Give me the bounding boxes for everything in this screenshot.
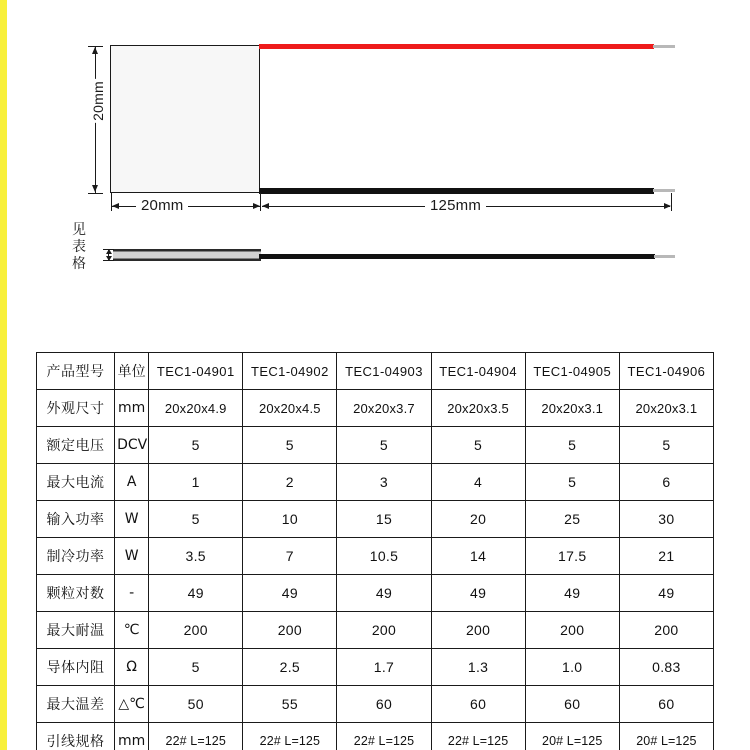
table-cell: 1.0 bbox=[525, 649, 619, 686]
row-unit: ℃ bbox=[115, 612, 149, 649]
row-unit: - bbox=[115, 575, 149, 612]
row-unit: DCV bbox=[115, 427, 149, 464]
table-cell: TEC1-04902 bbox=[243, 353, 337, 390]
table-cell: 21 bbox=[619, 538, 713, 575]
table-cell: 60 bbox=[619, 686, 713, 723]
table-cell: 200 bbox=[149, 612, 243, 649]
table-cell: 200 bbox=[337, 612, 431, 649]
thickness-arrow-down-icon bbox=[106, 256, 112, 261]
table-cell: 1.7 bbox=[337, 649, 431, 686]
table-row bbox=[37, 723, 714, 750]
table-cell: 3.5 bbox=[149, 538, 243, 575]
table-cell: 5 bbox=[431, 427, 525, 464]
table-row bbox=[37, 427, 714, 464]
row-unit: 单位 bbox=[115, 353, 149, 390]
row-label: 导体内阻 bbox=[37, 649, 115, 686]
table-cell: 50 bbox=[149, 686, 243, 723]
table-cell: 30 bbox=[619, 501, 713, 538]
thickness-note-label: 见表格 bbox=[72, 222, 86, 272]
table-cell: 7 bbox=[243, 538, 337, 575]
table-cell: 20x20x3.1 bbox=[525, 390, 619, 427]
table-cell: 4 bbox=[431, 464, 525, 501]
table-row bbox=[37, 612, 714, 649]
thickness-arrow-up-icon bbox=[106, 249, 112, 254]
row-unit: A bbox=[115, 464, 149, 501]
table-row bbox=[37, 686, 714, 723]
arrow-right-icon-2 bbox=[664, 203, 671, 209]
table-cell: 200 bbox=[619, 612, 713, 649]
row-label: 颗粒对数 bbox=[37, 575, 115, 612]
table-cell: 22# L=125 bbox=[149, 723, 243, 750]
table-cell: 200 bbox=[431, 612, 525, 649]
table-cell: 20# L=125 bbox=[619, 723, 713, 750]
table-cell: 20x20x3.5 bbox=[431, 390, 525, 427]
row-label: 额定电压 bbox=[37, 427, 115, 464]
row-unit: W bbox=[115, 501, 149, 538]
table-row bbox=[37, 390, 714, 427]
table-cell: 5 bbox=[525, 427, 619, 464]
extension-line-middle bbox=[260, 193, 261, 211]
spec-table-body bbox=[37, 353, 714, 750]
module-body-top-view bbox=[110, 45, 260, 193]
table-cell: 200 bbox=[243, 612, 337, 649]
extension-line-right bbox=[671, 193, 672, 211]
table-cell: 20x20x4.9 bbox=[149, 390, 243, 427]
table-cell: 25 bbox=[525, 501, 619, 538]
table-cell: 5 bbox=[149, 501, 243, 538]
width-dimension-label: 20mm bbox=[136, 197, 188, 214]
table-cell: 5 bbox=[337, 427, 431, 464]
table-cell: 2.5 bbox=[243, 649, 337, 686]
table-cell: 5 bbox=[243, 427, 337, 464]
table-cell: 5 bbox=[525, 464, 619, 501]
spec-table bbox=[36, 352, 714, 750]
row-label: 引线规格 bbox=[37, 723, 115, 750]
table-cell: 6 bbox=[619, 464, 713, 501]
side-view-wire bbox=[259, 254, 655, 259]
table-cell: 1.3 bbox=[431, 649, 525, 686]
table-cell: 20x20x3.7 bbox=[337, 390, 431, 427]
table-cell: 20x20x3.1 bbox=[619, 390, 713, 427]
table-cell: 15 bbox=[337, 501, 431, 538]
arrow-right-icon bbox=[253, 203, 260, 209]
side-view-bottom-plate bbox=[113, 259, 261, 261]
table-cell: 49 bbox=[525, 575, 619, 612]
table-row bbox=[37, 538, 714, 575]
table-cell: 49 bbox=[149, 575, 243, 612]
table-cell: 55 bbox=[243, 686, 337, 723]
row-label: 最大温差 bbox=[37, 686, 115, 723]
arrow-left-icon bbox=[112, 203, 119, 209]
table-row bbox=[37, 353, 714, 390]
negative-wire-stripped-tip bbox=[653, 189, 675, 192]
table-cell: 5 bbox=[149, 427, 243, 464]
table-cell: 22# L=125 bbox=[337, 723, 431, 750]
table-cell: TEC1-04903 bbox=[337, 353, 431, 390]
height-dimension-tick-bottom bbox=[88, 193, 103, 194]
height-dimension-label: 20mm bbox=[89, 81, 106, 121]
positive-wire bbox=[259, 44, 654, 49]
table-cell: 20x20x4.5 bbox=[243, 390, 337, 427]
table-cell: 10.5 bbox=[337, 538, 431, 575]
table-cell: 20# L=125 bbox=[525, 723, 619, 750]
table-cell: 49 bbox=[243, 575, 337, 612]
row-label: 产品型号 bbox=[37, 353, 115, 390]
table-cell: 1 bbox=[149, 464, 243, 501]
spec-table-container bbox=[36, 352, 714, 750]
table-cell: 60 bbox=[431, 686, 525, 723]
table-cell: 17.5 bbox=[525, 538, 619, 575]
table-cell: TEC1-04901 bbox=[149, 353, 243, 390]
table-cell: 22# L=125 bbox=[431, 723, 525, 750]
table-row bbox=[37, 501, 714, 538]
table-cell: 20 bbox=[431, 501, 525, 538]
table-cell: 10 bbox=[243, 501, 337, 538]
table-cell: 5 bbox=[149, 649, 243, 686]
table-row bbox=[37, 464, 714, 501]
table-cell: 5 bbox=[619, 427, 713, 464]
row-label: 制冷功率 bbox=[37, 538, 115, 575]
row-unit: mm bbox=[115, 723, 149, 750]
table-cell: 49 bbox=[431, 575, 525, 612]
row-unit: mm bbox=[115, 390, 149, 427]
row-unit: Ω bbox=[115, 649, 149, 686]
table-row bbox=[37, 649, 714, 686]
table-cell: TEC1-04905 bbox=[525, 353, 619, 390]
row-label: 最大电流 bbox=[37, 464, 115, 501]
table-cell: 3 bbox=[337, 464, 431, 501]
arrow-down-icon bbox=[92, 185, 98, 192]
table-cell: TEC1-04904 bbox=[431, 353, 525, 390]
table-cell: 49 bbox=[619, 575, 713, 612]
row-label: 外观尺寸 bbox=[37, 390, 115, 427]
arrow-left-icon-2 bbox=[262, 203, 269, 209]
row-unit: △℃ bbox=[115, 686, 149, 723]
table-cell: 49 bbox=[337, 575, 431, 612]
row-unit: W bbox=[115, 538, 149, 575]
table-row bbox=[37, 575, 714, 612]
table-cell: 200 bbox=[525, 612, 619, 649]
table-cell: 22# L=125 bbox=[243, 723, 337, 750]
table-cell: 60 bbox=[525, 686, 619, 723]
table-cell: TEC1-04906 bbox=[619, 353, 713, 390]
table-cell: 14 bbox=[431, 538, 525, 575]
row-label: 最大耐温 bbox=[37, 612, 115, 649]
negative-wire bbox=[259, 188, 654, 194]
technical-drawing bbox=[0, 0, 750, 320]
wire-length-dimension-label: 125mm bbox=[425, 197, 486, 214]
row-label: 输入功率 bbox=[37, 501, 115, 538]
table-cell: 0.83 bbox=[619, 649, 713, 686]
table-cell: 60 bbox=[337, 686, 431, 723]
table-cell: 2 bbox=[243, 464, 337, 501]
side-view-wire-stripped-tip bbox=[654, 255, 675, 258]
positive-wire-stripped-tip bbox=[653, 45, 675, 48]
side-view-core bbox=[113, 251, 261, 259]
arrow-up-icon bbox=[92, 47, 98, 54]
